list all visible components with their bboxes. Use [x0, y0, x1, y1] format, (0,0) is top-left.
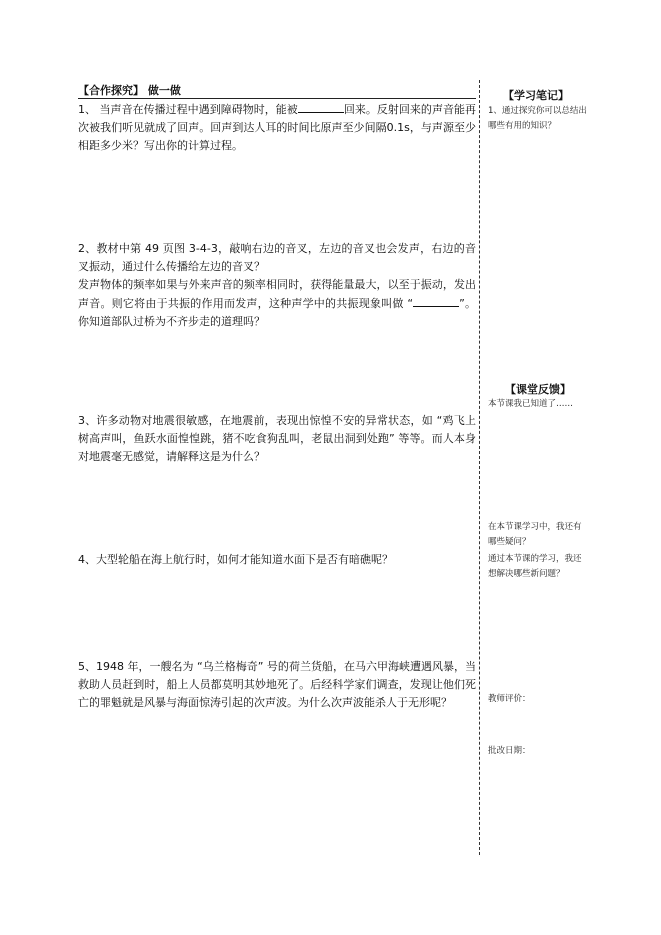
- question-2: [78, 240, 476, 331]
- question-2-text-start: 发声物体的频率如果与外来声音的频率相同时，获得能量最大，以至于振动，发出声音。则它将由于共振的作用而发声，这种声学中的共振现象叫做 “: [78, 278, 476, 310]
- question-2-text-end: ”。你知道部队过桥为不齐步走的道理吗？: [78, 297, 476, 328]
- section-divider: [78, 98, 476, 99]
- notes-title: 【学习笔记】: [503, 89, 569, 102]
- question-1: [78, 100, 476, 155]
- question-5: [78, 658, 476, 712]
- feedback-text: 本节课我已知道了……: [488, 399, 574, 409]
- question-4-text: 4、大型轮船在海上航行时，如何才能知道水面下是否有暗礁呢？: [78, 553, 393, 566]
- answer-blank-1[interactable]: [298, 100, 344, 113]
- section-title: 【合作探究】 做一做: [78, 84, 181, 97]
- notes-text: 1、通过探究你可以总结出哪些有用的知识？: [488, 106, 587, 131]
- question-4: [78, 551, 476, 569]
- feedback-title: 【课堂反馈】: [505, 383, 571, 396]
- question-3-text: 3、许多动物对地震很敏感，在地震前，表现出惊惶不安的异常状态，如 “鸡飞上树高声叫，鱼跃水面惶惶跳，猪不吃食狗乱叫，老鼠出洞到处跑” 等等。而人本身对地震毫无感觉，请解释这是为什么？: [78, 414, 476, 463]
- question-1-text-start: 1、 当声音在传播过程中遇到障碍物时，能被: [78, 103, 298, 116]
- question-3: [78, 412, 476, 466]
- question-1-text-end: 回来。反射回来的声音能再次被我们听见就成了回声。回声到达人耳的时间比原声至少间隔0.1s，与声源至少相距多少米？写出你的计算过程。: [78, 103, 476, 152]
- grading-date-label: 批改日期：: [488, 746, 531, 756]
- answer-blank-2[interactable]: [413, 294, 459, 307]
- questions-text: 在本节课学习中，我还有哪些疑问？: [488, 522, 582, 547]
- question-2-prompt: 2、教材中第 49 页图 3-4-3，敲响右边的音叉，左边的音叉也会发声，右边的音叉振动，通过什么传播给左边的音叉？: [78, 242, 476, 273]
- sidebar-divider: [479, 80, 480, 855]
- question-5-text: 5、1948 年，一艘名为 “乌兰格梅奇” 号的荷兰货船，在马六甲海峡遭遇风暴，当救助人员赶到时，船上人员都莫明其妙地死了。后经科学家们调查，发现让他们死亡的罪魁就是风暴与海面惊涛引起的次声波。为什么次声波能杀人于无形呢？: [78, 660, 476, 709]
- solve-text: 通过本节课的学习，我还想解决哪些新问题？: [488, 554, 582, 579]
- teacher-evaluation-label: 教师评价：: [488, 694, 531, 704]
